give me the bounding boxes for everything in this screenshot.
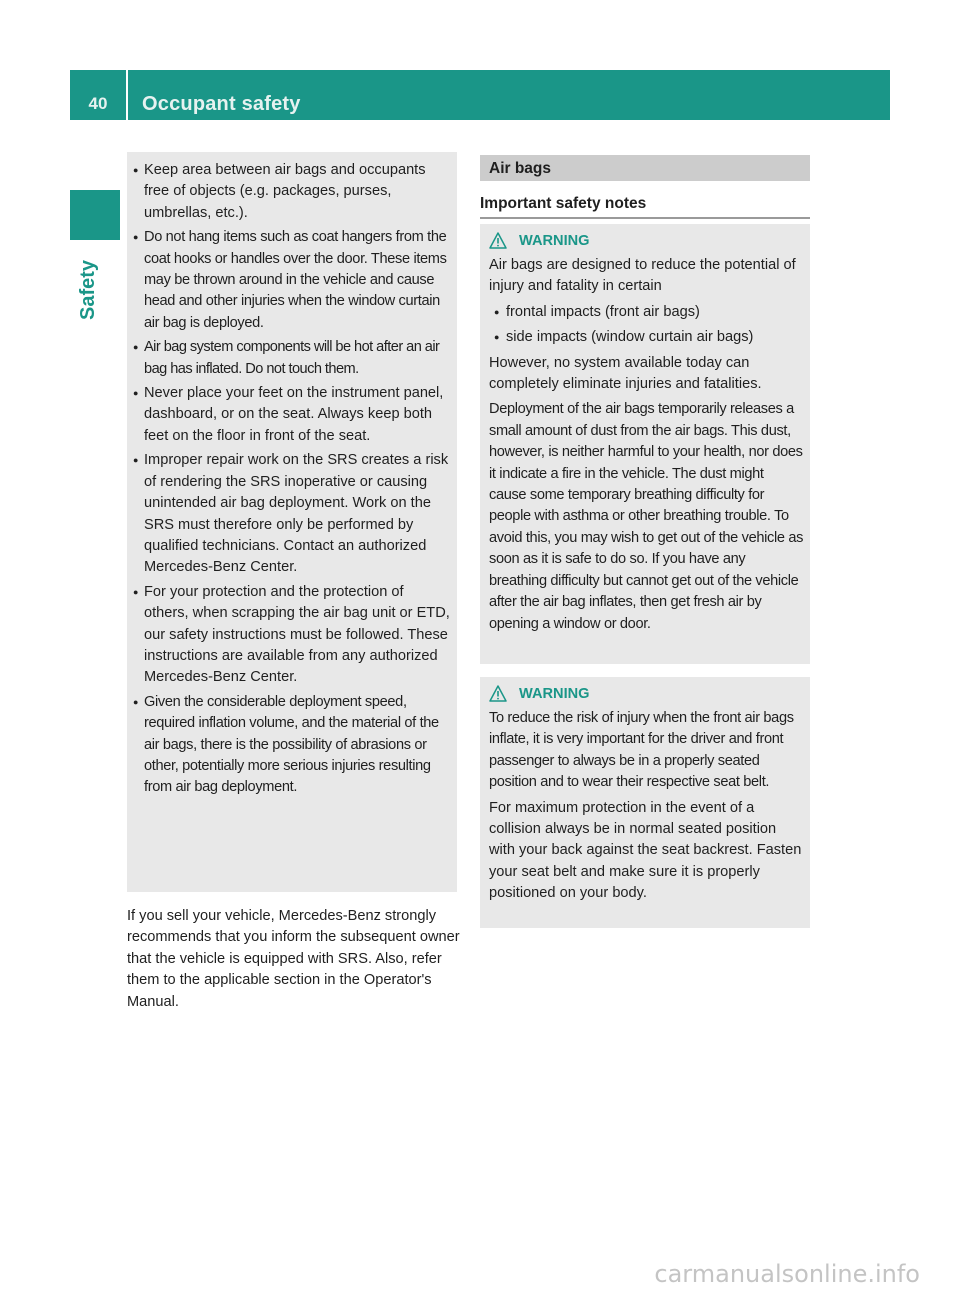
safety-bullet-list bbox=[127, 152, 457, 799]
warning-header bbox=[489, 231, 810, 253]
warning-paragraph: Deployment of the air bags temporarily releases a small amount of dust from the air bags. This dust, however, is neither harmful to your health, nor does it indicate a fire in the vehicle. The dust might cause some temporary breathing difficulty for people with asthma or other breathing trouble. To avoid this, you may wish to get out of the vehicle as soon as it is safe to do so. If you have any breathing difficulty but cannot get out of the vehicle after the air bag inflates, then get fresh air by opening a window or door. bbox=[489, 401, 804, 632]
page-title: Occupant safety bbox=[142, 93, 301, 115]
bullet-marker: ● bbox=[133, 455, 139, 466]
bullet-marker: ● bbox=[494, 332, 500, 343]
warning-body bbox=[480, 706, 810, 905]
list-item: ● Never place your feet on the instrument panel, dashboard, or on the seat. Always keep both feet on the floor in front of the seat. bbox=[133, 385, 444, 444]
bullet-marker: ● bbox=[133, 165, 139, 175]
subheading-rule bbox=[480, 217, 810, 219]
safety-bullets-box bbox=[127, 152, 457, 892]
list-item: ● side impacts (window curtain air bags) bbox=[489, 327, 804, 348]
section-header bbox=[480, 155, 810, 181]
warning-title: WARNING bbox=[519, 233, 590, 249]
warning-intro: Air bags are designed to reduce the potential of injury and fatality in certain bbox=[489, 257, 796, 295]
watermark: carmanualsonline.info bbox=[654, 1260, 920, 1288]
bullet-marker: ● bbox=[494, 306, 500, 317]
warning-title: WARNING bbox=[519, 686, 590, 702]
warning-box bbox=[480, 224, 810, 664]
list-item: ● Do not hang items such as coat hangers from the coat hooks or handles over the door. These items may be thrown around in the vehicle and cause head and other injuries when the window curtain air bag is deployed. bbox=[133, 229, 447, 331]
bullet-marker: ● bbox=[133, 232, 139, 243]
list-item: ● Improper repair work on the SRS creates a risk of rendering the SRS inoperative or causing unintended air bag deployment. Work on the SRS must therefore only be performed by qualified technicians. Contact an authorized Mercedes-Benz Center. bbox=[133, 452, 449, 576]
impact-list bbox=[489, 302, 804, 349]
warning-paragraph: For maximum protection in the event of a collision always be in normal seated position with your back against the seat backrest. Fasten your seat belt and make sure it is properly positioned on your body. bbox=[489, 799, 802, 902]
list-item: ● frontal impacts (front air bags) bbox=[489, 302, 804, 323]
side-tab-block bbox=[70, 190, 120, 240]
list-item: ● For your protection and the protection of others, when scrapping the air bag unit or ETD, our safety instructions must be followed. These instructions are available from any authorized Mercedes-Benz Center. bbox=[133, 583, 450, 686]
warning-paragraph: However, no system available today can completely eliminate injuries and fatalities. bbox=[489, 354, 762, 393]
bullet-marker: ● bbox=[133, 388, 139, 399]
list-item: ● Air bag system components will be hot after an air bag has inflated. Do not touch them. bbox=[133, 339, 440, 377]
header-divider bbox=[126, 70, 128, 120]
page-number: 40 bbox=[88, 94, 108, 113]
header-bar bbox=[70, 70, 890, 120]
warning-triangle-icon bbox=[489, 685, 507, 702]
warning-triangle-icon bbox=[489, 232, 507, 249]
list-item: ● Given the considerable deployment speed, required inflation volume, and the material of the air bags, there is the possibility of abrasions or other, potentially more serious injuries resulting from air bag deployment. bbox=[133, 693, 439, 796]
subheading: Important safety notes bbox=[480, 195, 647, 212]
side-tab-label: Safety bbox=[77, 259, 99, 320]
section-title: Air bags bbox=[489, 160, 552, 177]
bullet-marker: ● bbox=[133, 696, 139, 707]
warning-paragraph: To reduce the risk of injury when the front air bags inflate, it is very important for the driver and front passenger to always be in a properly seated position and to wear their respective seat belt. bbox=[489, 710, 794, 791]
warning-box bbox=[480, 677, 810, 928]
list-item: ● Keep area between air bags and occupants free of objects (e.g. packages, purses, umbrellas, etc.). bbox=[133, 162, 426, 221]
bullet-marker: ● bbox=[133, 586, 139, 597]
warning-header bbox=[489, 684, 810, 706]
bullet-marker: ● bbox=[133, 342, 139, 353]
resale-paragraph: If you sell your vehicle, Mercedes-Benz strongly recommends that you inform the subsequent owner that the vehicle is equipped with SRS. Also, refer them to the applicable section in the Operator's Manual. bbox=[127, 908, 460, 1010]
warning-body bbox=[480, 253, 810, 635]
